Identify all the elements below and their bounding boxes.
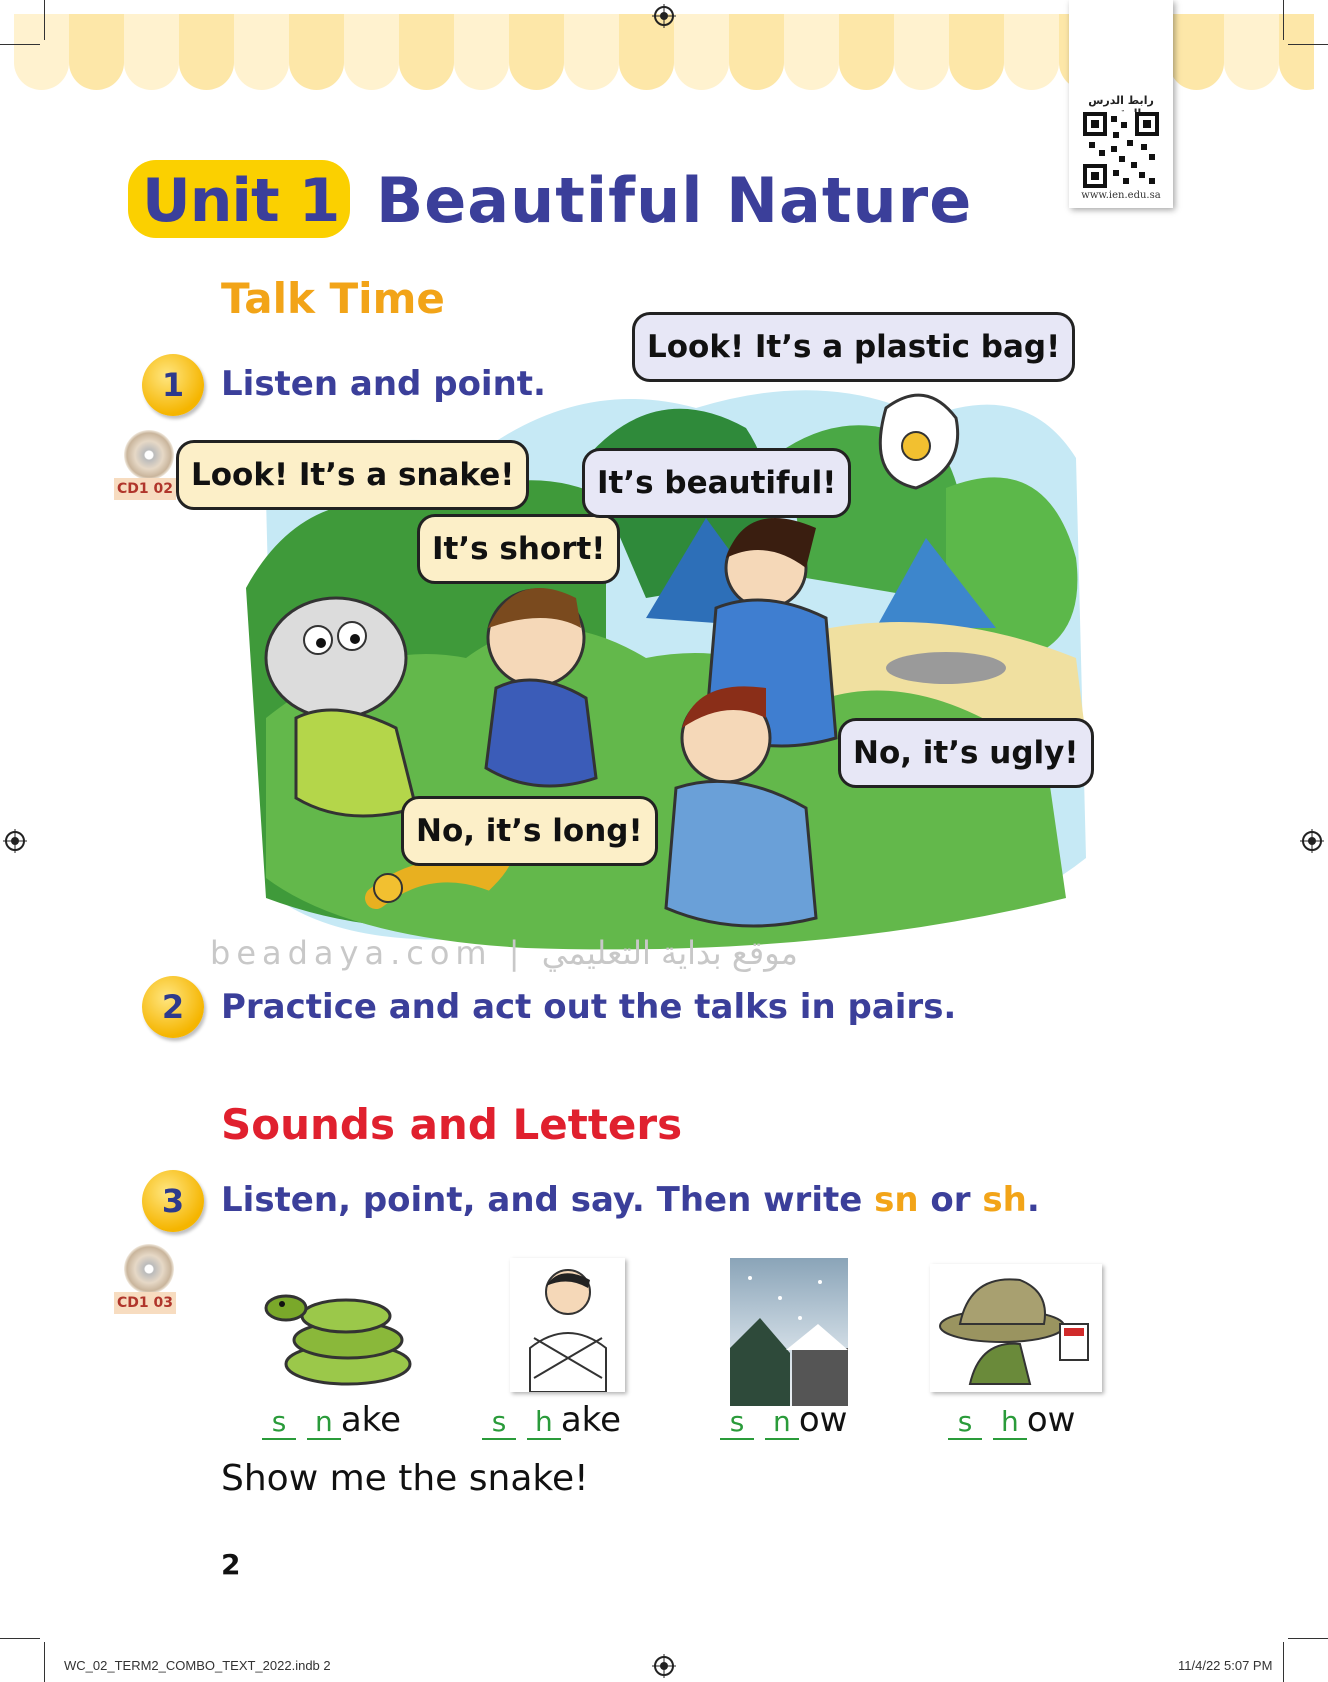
- cd-track-label: CD1 03: [114, 1292, 176, 1314]
- page-number: 2: [221, 1548, 241, 1581]
- blank-letter-2[interactable]: h: [993, 1405, 1027, 1440]
- example-sentence: Show me the snake!: [221, 1458, 589, 1499]
- speech-bubble-short: It’s short!: [417, 514, 620, 584]
- word-snow: s n ow: [720, 1400, 847, 1440]
- activity-2-number: 2: [142, 976, 204, 1038]
- show-picture: [930, 1264, 1102, 1392]
- cd-track-label: CD1 02: [114, 478, 176, 500]
- crop-mark: [44, 0, 45, 40]
- word-snake: s n ake: [262, 1400, 401, 1440]
- crop-mark: [1283, 0, 1284, 40]
- crop-mark: [44, 1642, 45, 1682]
- footer-file-name: WC_02_TERM2_COMBO_TEXT_2022.indb 2: [64, 1658, 331, 1673]
- crop-mark: [0, 1638, 40, 1639]
- blank-letter-2[interactable]: h: [527, 1405, 561, 1440]
- word-shake: s h ake: [482, 1400, 621, 1440]
- unit-title: Beautiful Nature: [376, 164, 973, 237]
- crop-mark: [1288, 1638, 1328, 1639]
- activity-3-instruction: Listen, point, and say. Then write sn or sh.: [221, 1180, 1040, 1220]
- activity-1-number: 1: [142, 354, 204, 416]
- registration-mark-icon: [3, 829, 27, 853]
- footer-date: 11/4/22 5:07 PM: [1178, 1658, 1273, 1673]
- registration-mark-icon: [652, 1654, 676, 1678]
- qr-label: رابط الدرس: [1088, 94, 1154, 107]
- crop-mark: [1288, 44, 1328, 45]
- unit-badge-label: Unit 1: [142, 166, 340, 236]
- blank-letter-1[interactable]: s: [262, 1405, 296, 1440]
- speech-bubble-long: No, it’s long!: [401, 796, 658, 866]
- speech-bubble-snake: Look! It’s a snake!: [176, 440, 529, 510]
- qr-code-icon: [1083, 112, 1159, 188]
- speech-bubble-ugly: No, it’s ugly!: [838, 718, 1094, 788]
- activity-3-number: 3: [142, 1170, 204, 1232]
- speech-bubble-beautiful: It’s beautiful!: [582, 448, 851, 518]
- blank-letter-1[interactable]: s: [482, 1405, 516, 1440]
- watermark-text: beadaya.com | موقع بداية التعليمي: [210, 934, 798, 972]
- talk-time-heading: Talk Time: [221, 274, 445, 323]
- cd-audio-icon[interactable]: [114, 430, 176, 497]
- blank-letter-1[interactable]: s: [948, 1405, 982, 1440]
- blank-letter-2[interactable]: n: [307, 1405, 341, 1440]
- shake-picture: [510, 1258, 625, 1392]
- snake-picture: [258, 1266, 418, 1390]
- cd-audio-icon[interactable]: [114, 1244, 176, 1311]
- activity-1-instruction: Listen and point.: [221, 364, 546, 404]
- nature-scene-illustration: [226, 338, 1096, 958]
- registration-mark-icon: [1300, 829, 1324, 853]
- unit-badge: [128, 160, 350, 238]
- qr-url: www.ien.edu.sa: [1081, 190, 1161, 201]
- word-show: s h ow: [948, 1400, 1075, 1440]
- speech-bubble-plastic-bag: Look! It’s a plastic bag!: [632, 312, 1075, 382]
- activity-2-instruction: Practice and act out the talks in pairs.: [221, 987, 957, 1027]
- crop-mark: [0, 44, 40, 45]
- snow-picture: [730, 1258, 848, 1406]
- sounds-letters-heading: Sounds and Letters: [221, 1100, 683, 1149]
- crop-mark: [1283, 1642, 1284, 1682]
- qr-card[interactable]: [1069, 0, 1173, 208]
- blank-letter-2[interactable]: n: [765, 1405, 799, 1440]
- registration-mark-icon: [652, 4, 676, 28]
- blank-letter-1[interactable]: s: [720, 1405, 754, 1440]
